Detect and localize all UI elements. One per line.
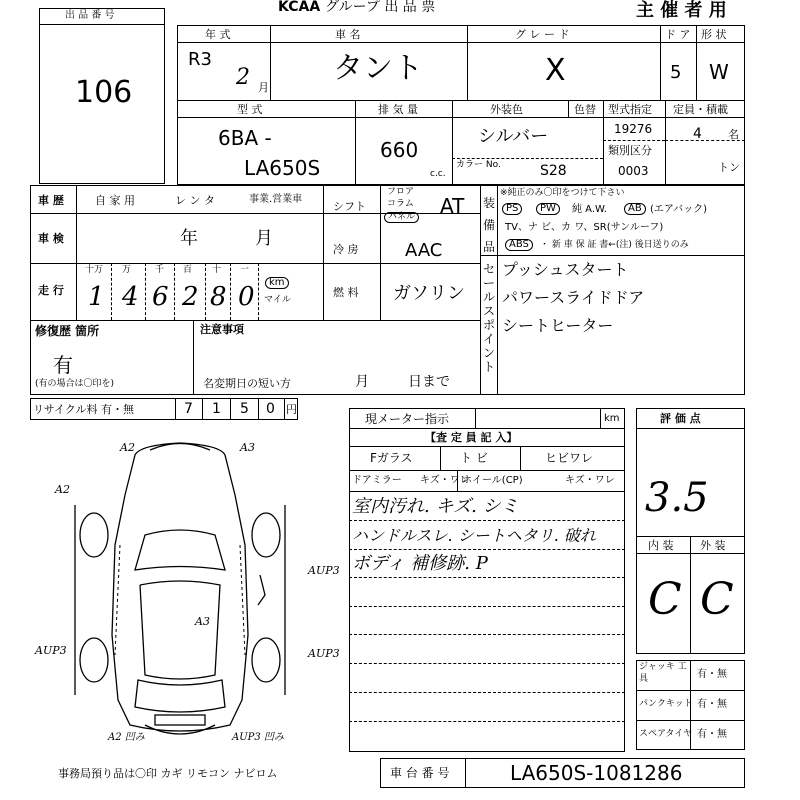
unit-100k: 十万 (85, 265, 104, 275)
inspection-year: 年 (180, 228, 198, 249)
score-value: 3.5 (645, 475, 709, 521)
form-title: グループ 出 品 票 (325, 0, 436, 15)
logo: KCAA (278, 0, 321, 15)
lot-number: 106 (75, 75, 133, 110)
recycle-digit-3: 5 (240, 401, 249, 417)
equip-ab: AB (624, 203, 646, 215)
history-label: 車 歴 (38, 194, 64, 207)
door-mirror-options: キズ・ワレ (420, 475, 470, 486)
exterior-label: 外 装 (700, 539, 726, 552)
interior-grade: C (648, 574, 682, 625)
color-code: S28 (540, 163, 567, 179)
equip-ps: PS (502, 203, 522, 215)
inspector-note-3: ボディ 補修跡. P (352, 553, 488, 574)
model-label: 型 式 (237, 103, 263, 116)
unit-10k: 万 (122, 265, 132, 275)
inspector-note-1: 室内汚れ. キズ. シミ (352, 496, 519, 517)
equip-warranty: ・ 新 車 保 証 書←(注) 後日送りのみ (540, 240, 689, 250)
interior-label: 内 装 (648, 539, 674, 552)
grade-value: X (545, 53, 566, 88)
name-change-expiry: 名変期日の短い方 (203, 377, 291, 390)
mileage-digit-3: 6 (152, 282, 169, 312)
doors-value: 5 (670, 62, 682, 83)
shift-label: シフト (333, 200, 366, 213)
mileage-digit-2: 4 (122, 282, 139, 312)
model-prefix: 6BA - (218, 126, 272, 150)
category-label: 類別区分 (608, 144, 652, 157)
damage-mark-1: A2 (120, 441, 135, 454)
score-label: 評 価 点 (660, 412, 701, 425)
ton-unit: トン (718, 161, 740, 174)
inspector-note-2: ハンドルスレ. シートヘタリ. 破れ (352, 526, 596, 545)
unit-1k: 千 (155, 265, 165, 275)
equip-pw: PW (536, 203, 560, 215)
meter-label: 現メーター指示 (365, 412, 450, 426)
repaint-label: 色替 (574, 103, 596, 116)
glass-crack: ヒビワレ (545, 451, 594, 465)
tool-jack-value: 有・無 (697, 669, 727, 680)
expiry-day: 日まで (408, 374, 450, 390)
mileage-digit-5: 8 (210, 282, 227, 312)
recycle-digit-4: 0 (266, 401, 275, 417)
equip-aw: 純 A.W. (572, 204, 607, 215)
cc-unit: c.c. (430, 169, 446, 179)
unit-1: 一 (240, 265, 250, 275)
exterior-grade: C (700, 574, 734, 625)
tool-spare-label: スペアタイヤ (639, 729, 693, 739)
year-era: R3 (188, 49, 212, 70)
shift-floor: フロア (387, 187, 415, 197)
fuel-label: 燃 料 (333, 286, 359, 299)
meter-km: km (604, 413, 620, 424)
equip-abs: ABS (505, 239, 533, 251)
recycle-unit: 円 (286, 403, 297, 416)
car-name-label: 車 名 (335, 28, 361, 41)
capacity-label: 定員・積載 (673, 103, 728, 116)
tool-spare-value: 有・無 (697, 729, 727, 740)
doors-label: ド ア (665, 28, 691, 41)
fuel-value: ガソリン (393, 283, 465, 304)
selling-point-2: パワースライドドア (502, 288, 645, 307)
tool-puncture-value: 有・無 (697, 699, 727, 710)
equip-line2: TV、ナ ビ、カ ワ、SR(サンルーフ) (505, 222, 664, 233)
shift-column: コラム (387, 199, 414, 209)
expiry-month: 月 (355, 374, 369, 390)
grade-label: グ レ ー ド (515, 28, 570, 41)
equip-ab-note: (エアバック) (650, 204, 708, 215)
shift-panel: パネル (384, 212, 419, 223)
selling-point-3: シートヒーター (502, 316, 614, 335)
month-unit: 月 (258, 81, 269, 94)
mile-option: マイル (264, 295, 291, 305)
km-option: km (265, 277, 289, 289)
recycle-label: リサイクル料 有・無 (33, 403, 134, 416)
shape-label: 形 状 (701, 28, 727, 41)
inspector-section: 【査 定 員 記 入】 (425, 431, 518, 444)
tool-puncture-label: パンクキット (639, 699, 693, 709)
damage-mark-9: AUP3 凹み (232, 732, 284, 743)
recycle-digit-2: 1 (212, 401, 221, 417)
repair-label: 修復歴 箇所 (35, 324, 100, 338)
model-code: LA650S (244, 156, 321, 180)
year-label: 年 式 (205, 28, 231, 41)
ac-value: AAC (405, 240, 443, 261)
mileage-digit-4: 2 (182, 282, 199, 312)
glass-chip: ト ビ (460, 451, 488, 465)
recycle-digit-1: 7 (184, 401, 193, 417)
year-month: 2 (236, 65, 250, 90)
damage-mark-8: A2 凹み (108, 732, 145, 743)
caution-label: 注意事項 (200, 323, 244, 336)
inspection-month: 月 (255, 228, 273, 249)
selling-points-label: セールスポイント (482, 262, 495, 374)
ac-label: 冷 房 (333, 243, 359, 256)
inspection-label: 車 検 (38, 232, 64, 245)
car-damage-diagram (20, 425, 345, 765)
selling-point-1: プッシュスタート (502, 260, 629, 279)
damage-mark-5: A3 (195, 615, 210, 628)
chassis-label: 車 台 番 号 (390, 766, 450, 780)
lot-label: 出 品 番 号 (65, 10, 115, 21)
front-glass-label: Fガラス (370, 451, 413, 465)
capacity-value: 4 (693, 126, 702, 142)
repair-value: 有 (53, 353, 73, 377)
office-items-note: 事務局預り品は〇印 カギ リモコン ナビロム (58, 767, 278, 780)
mileage-digit-1: 1 (88, 282, 105, 312)
type-designation-value: 19276 (614, 122, 653, 136)
shift-value: AT (440, 194, 465, 218)
wheel-options: キズ・ワレ (565, 475, 615, 486)
history-private: 自 家 用 (95, 194, 135, 207)
color-value: シルバー (478, 126, 549, 147)
history-commercial: 事業.営業車 (249, 194, 303, 205)
displacement-label: 排 気 量 (378, 103, 418, 116)
unit-100: 百 (183, 265, 193, 275)
equipment-label: 装 備 品 (482, 196, 495, 254)
mileage-label: 走 行 (38, 284, 64, 297)
category-value: 0003 (618, 164, 649, 178)
damage-mark-7: AUP3 (308, 647, 340, 660)
type-designation-label: 型式指定 (608, 103, 652, 116)
color-no-label: カラー No. (456, 160, 501, 170)
chassis-number: LA650S-1081286 (510, 761, 683, 785)
repair-note: (有の場合は〇印を) (35, 379, 115, 389)
shape-value: W (709, 60, 729, 84)
unit-10: 十 (212, 265, 222, 275)
damage-mark-6: AUP3 (35, 644, 67, 657)
door-mirror-label: ドアミラー (352, 475, 402, 486)
mileage-digit-6: 0 (238, 282, 255, 312)
exterior-color-label: 外装色 (490, 103, 523, 116)
capacity-unit: 名 (728, 128, 739, 141)
equipment-note: ※純正のみ〇印をつけて下さい (500, 188, 625, 198)
displacement-value: 660 (380, 138, 419, 162)
host-label: 主 催 者 用 (636, 0, 727, 21)
damage-mark-2: A3 (240, 441, 255, 454)
wheel-label: ホイール(CP) (462, 475, 523, 486)
car-name: タント (333, 51, 423, 86)
history-rental: レ ン タ (175, 194, 215, 207)
damage-mark-4: AUP3 (308, 564, 340, 577)
tool-jack-label: ジャッキ 工 具 (639, 662, 687, 684)
damage-mark-3: A2 (55, 483, 70, 496)
